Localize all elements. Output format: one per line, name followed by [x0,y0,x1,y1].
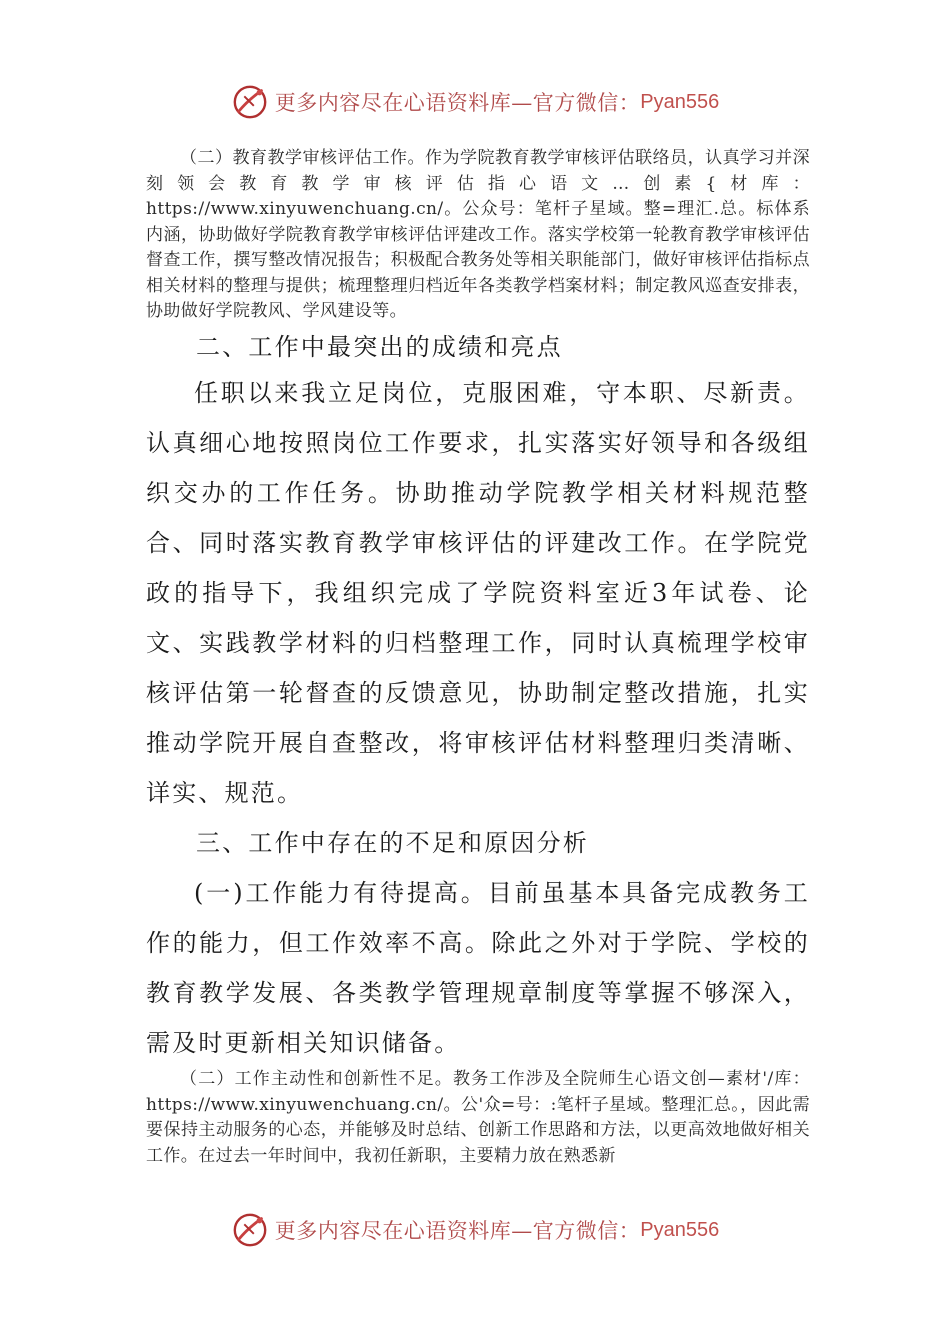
paragraph-ability: (一)工作能力有待提高。目前虽基本具备完成教务工作的能力，但工作效率不高。除此之外对于学院、学校的教育教学发展、各类教学管理规章制度等掌握不够深入，需及时更新相关知识储备。 [146,879,810,1057]
banner-handle: Pyan556 [640,1218,720,1241]
banner-handle: Pyan556 [640,90,720,113]
paragraph-audit-work: （二）教育教学审核评估工作。作为学院教育教学审核评估联络员，认真学习并深刻领会教育教学审核评估指心语文…创素{材库：https://www.xinyuwenchuang.cn/。公众号：笔杆子星域。整=理汇.总。标体系内涵，协助做好学院教育教学审核评估评建改工作。落实学校第一轮教育教学审核评估督查工作，撰写整改情况报告；积极配合教务处等相关职能部门，做好审核评估指标点相关材料的整理与提供；梳理整理归档近年各类教学档案材料；制定教风巡查安排表，协助做好学院教风、学风建设等。 [146,148,810,321]
header-banner [0,80,950,124]
banner-text: 更多内容尽在心语资料库—官方微信： [274,1219,641,1243]
logo-icon [231,83,269,121]
heading-shortcomings: 三、工作中存在的不足和原因分析 [196,829,589,857]
banner-text: 更多内容尽在心语资料库—官方微信： [274,91,641,115]
paragraph-achievements: 任职以来我立足岗位，克服困难，守本职、尽新责。认真细心地按照岗位工作要求，扎实落实好领导和各级组织交办的工作任务。协助推动学院教学相关材料规范整合、同时落实教育教学审核评估的评建改工作。在学院党政的指导下，我组织完成了学院资料室近3年试卷、论文、实践教学材料的归档整理工作，同时认真梳理学校审核评估第一轮督查的反馈意见，协助制定整改措施，扎实推动学院开展自查整改，将审核评估材料整理归类清晰、详实、规范。 [146,379,810,807]
heading-achievements: 二、工作中最突出的成绩和亮点 [196,333,563,361]
paragraph-initiative: （二）工作主动性和创新性不足。教务工作涉及全院师生心语文创—素材'/库：https://www.xinyuwenchuang.cn/。公'众=号：:笔杆子星域。整理汇总。，因此需要保持主动服务的心态，并能够及时总结、创新工作思路和方法，以更高效地做好相关工作。在过去一年时间中，我初任新职，主要精力放在熟悉新 [146,1069,810,1166]
footer-banner [0,1208,950,1252]
logo-icon [231,1211,269,1249]
